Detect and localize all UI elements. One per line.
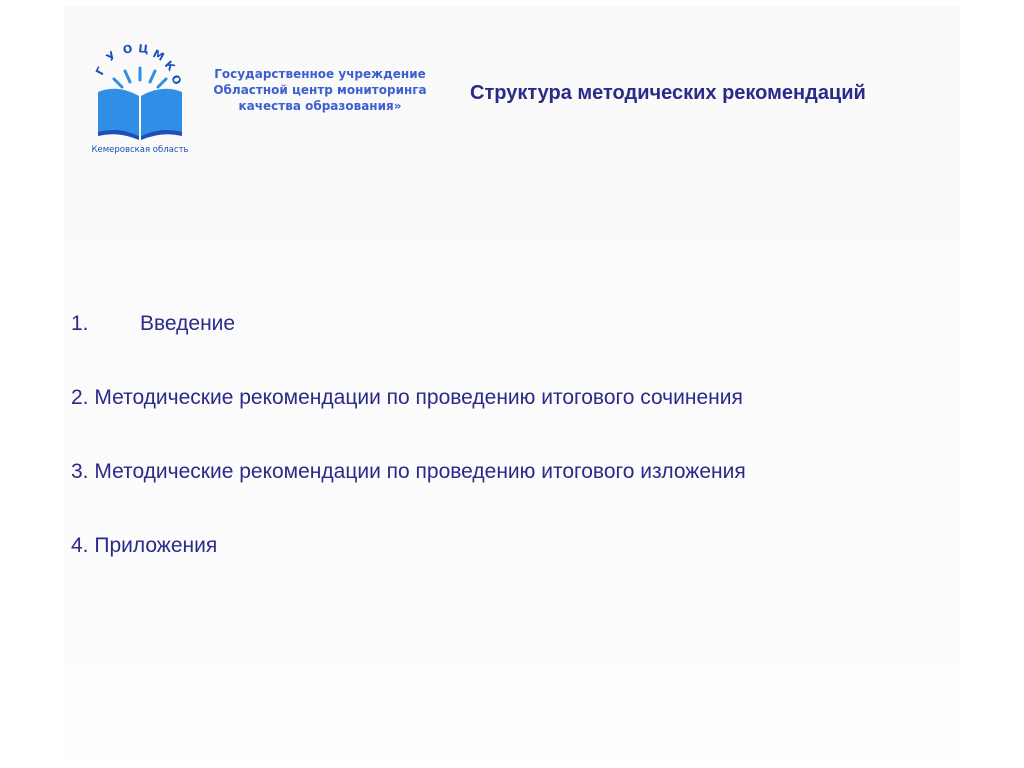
logo-arc-letter: М (150, 47, 167, 64)
agenda-item-number: 3. (71, 460, 89, 483)
organization-name-line: Областной центр мониторинга (213, 83, 427, 97)
organization-logo (84, 40, 200, 158)
agenda-item-text: Введение (140, 312, 236, 335)
agenda-item-text: Приложения (94, 534, 218, 557)
agenda-item-text: Методические рекомендации по проведению итогового изложения (94, 460, 746, 483)
logo-region-label: Кемеровская область (91, 145, 189, 155)
organization-name-line: качества образования» (238, 99, 402, 113)
logo-arc-letter: У (103, 48, 119, 65)
logo-graphic (84, 40, 200, 158)
agenda-item (71, 460, 746, 484)
agenda-item (71, 386, 743, 410)
logo-arc-letter: О (168, 72, 184, 87)
logo-arc-letter: О (121, 42, 134, 57)
organization-name-line: Государственное учреждение (214, 67, 426, 81)
agenda-item-number: 4. (71, 534, 89, 557)
agenda-item (71, 534, 217, 558)
agenda-item (71, 312, 235, 336)
agenda-item-text: Методические рекомендации по проведению итогового сочинения (94, 386, 743, 409)
agenda-item-number: 2. (71, 386, 89, 409)
organization-name (205, 66, 435, 114)
slide-title: Структура методических рекомендаций (470, 82, 866, 104)
logo-arc-letter: К (161, 58, 178, 74)
logo-arc-letter: Г (93, 65, 108, 78)
logo-arc-letter: Ц (137, 42, 150, 57)
agenda-item-number: 1. (71, 312, 89, 335)
